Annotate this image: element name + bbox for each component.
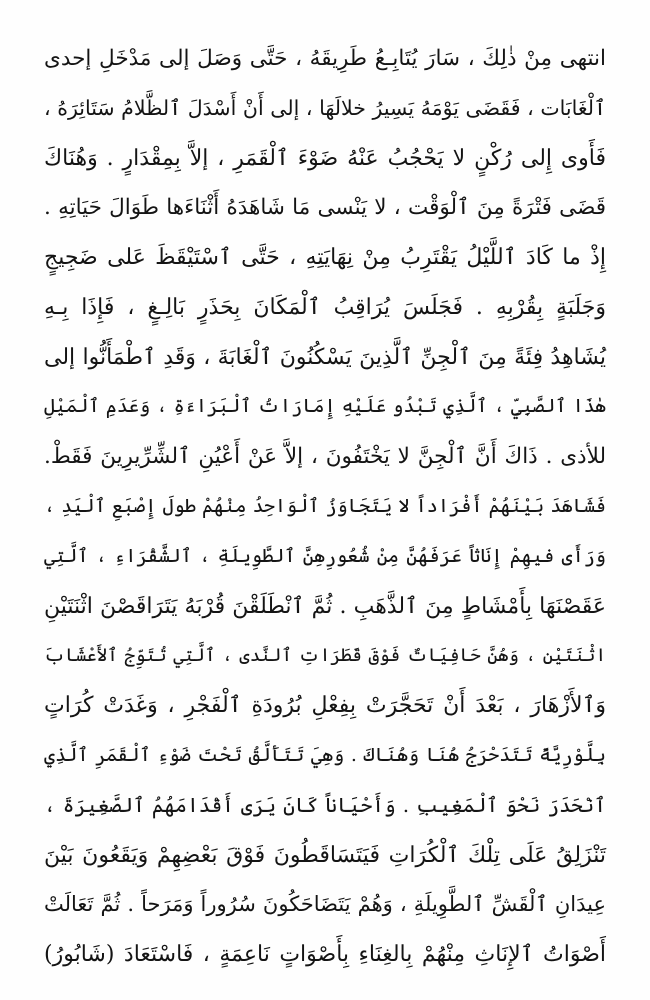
text-line: بِلَّوْرِيَّةً تَتَدَحْرَجُ هُنَا وَهُنَاكَ . وَهِيَ تَتَأَلَّقُ تَحْتَ ضَوْءِ ٱلْقَمَرِ ٱلَّذِي: [44, 743, 606, 766]
text-line: انتهى مِنْ ذٰلِكَ ، سَارَ يُتَابِـعُ طَرِيقَهُ ، حَتَّى وَصَلَ إلى مَدْخَلِ إحدى: [44, 46, 606, 71]
text-line: وَرَأَى فيهِمْ إِنَاثاً عَرَفَهُنَّ مِنْ شُعُورِهِنَّ ٱلطَّوِيلَةِ ، ٱلشَّقْرَاءِ ، ٱلَّتِي: [44, 544, 606, 567]
text-line: فَأَوى إِلى رُكْنٍ لا يَحْجُبُ عَنْهُ ضَوْءَ ٱلْقَمَرِ ، إلاَّ بِمِقْدَارٍ . وَهُنَاكَ: [44, 145, 606, 171]
arabic-text-block: [44, 34, 606, 980]
text-line: أَصْوَاتُ ٱلإِنَاثِ مِنْهُمْ بِالغِنَاءِ بِأَصْوَاتٍ نَاعِمَةٍ ، فَاسْتَعَادَ (شَابُورُ): [44, 942, 606, 968]
text-line: عِيدَانِ ٱلْقَشِّ ٱلطَّوِيلَةِ ، وَهُمْ يَتَضَاحَكُونَ سُرُوراً وَمَرَحاً . ثُمَّ تَعَالَتْ: [44, 892, 606, 917]
text-line: إِذْ ما كَادَ ٱللَّيْلُ يَقْتَرِبُ مِنْ نِهَايَتِهِ ، حَتَّى ٱسْتَيْقَظَ عَلى ضَجِيجٍ: [44, 245, 606, 271]
text-line: ٱنْحَدَرَ نَحْوَ ٱلْمَغِيبِ . وَأَحْيَاناً كَانَ يَرَى أَقْدَامَهُمُ ٱلصَّغِيرَةَ ،: [44, 792, 606, 817]
text-line: تَنْزَلِقُ عَلَى تِلْكَ ٱلْكُرَاتِ فَيَتَسَاقَطُونَ فَوْقَ بَعْضِهِمْ وَيَقَعُونَ بَيْنَ: [44, 842, 606, 868]
text-line: للأذى . ذَاكَ أَنَّ ٱلْجِنَّ لا يَخْتَفُونَ ، إلاَّ عَنْ أَعْيُنِ ٱلشِّرِّيرِينَ فَقَطْ.: [44, 444, 606, 470]
text-line: ٱلْغَابَات ، فَقَضَى يَوْمَهُ يَسِيرُ خلالَهَا ، إلى أَنْ أَسْدَلَ ٱلظَّلامُ سَتَائِرَهُ ،: [44, 95, 606, 120]
text-line: هٰذَا ٱلصَّبِيِّ ، ٱلَّذِي تَبْدُو عَلَيْهِ إِمَارَاتُ ٱلْبَرَاءَةِ ، وَعَدَمِ ٱلْمَيْلِ: [44, 395, 606, 418]
text-line: فَشَاهَدَ بَيْنَهُمْ أَفْرَاداً لا يَتَجَاوَزُ ٱلْوَاحِدُ مِنْهُمْ طولَ إِصْبَعِ ٱلْيَدِ ،: [44, 495, 606, 518]
text-line: وَٱلأَزْهَارَ ، بَعْدَ أَنْ تَحَجَّرَتْ بِفِعْلِ بُرُودَةِ ٱلْفَجْرِ ، وَغَدَتْ كُرَاتٍ: [44, 693, 606, 719]
text-line: يُشَاهِدُ فِئَةً مِنَ ٱلْجِنِّ ٱلَّذِينَ يَسْكُنُونَ ٱلْغَابَةَ ، وَقَدِ ٱطْمَأَنُّوا إلى: [44, 344, 606, 370]
text-line: اثْنَتَيْنِ ، وَهُنَّ حَافِيَاتٌ فَوْقَ قَطَرَاتِ ٱلنَّدى ، ٱلَّتِي تُتَوِّجُ ٱلأَعْشَابَ: [44, 645, 606, 667]
text-line: عَقَصْنَهَا بِأَمْشَاطٍ مِنَ ٱلذَّهَبِ . ثُمَّ ٱنْطَلَقْنَ قُرْبَهُ يَتَرَاقَصْنَ اثْنَتَيْنِ: [44, 593, 606, 619]
text-line: وَجَلَبَةٍ بِقُرْبِهِ . فَجَلَسَ يُرَاقِبُ ٱلْمَكَانَ بِحَذَرٍ بَالِـغٍ ، فَإِذَا بِـهِ: [44, 294, 606, 320]
text-line: قَضَى فَتْرَةً مِنَ ٱلْوَقْت ، لا يَنْسى مَا شَاهَدَهُ أَثْنَاءَها طَوَالَ حَيَاتِهِ .: [44, 195, 606, 221]
